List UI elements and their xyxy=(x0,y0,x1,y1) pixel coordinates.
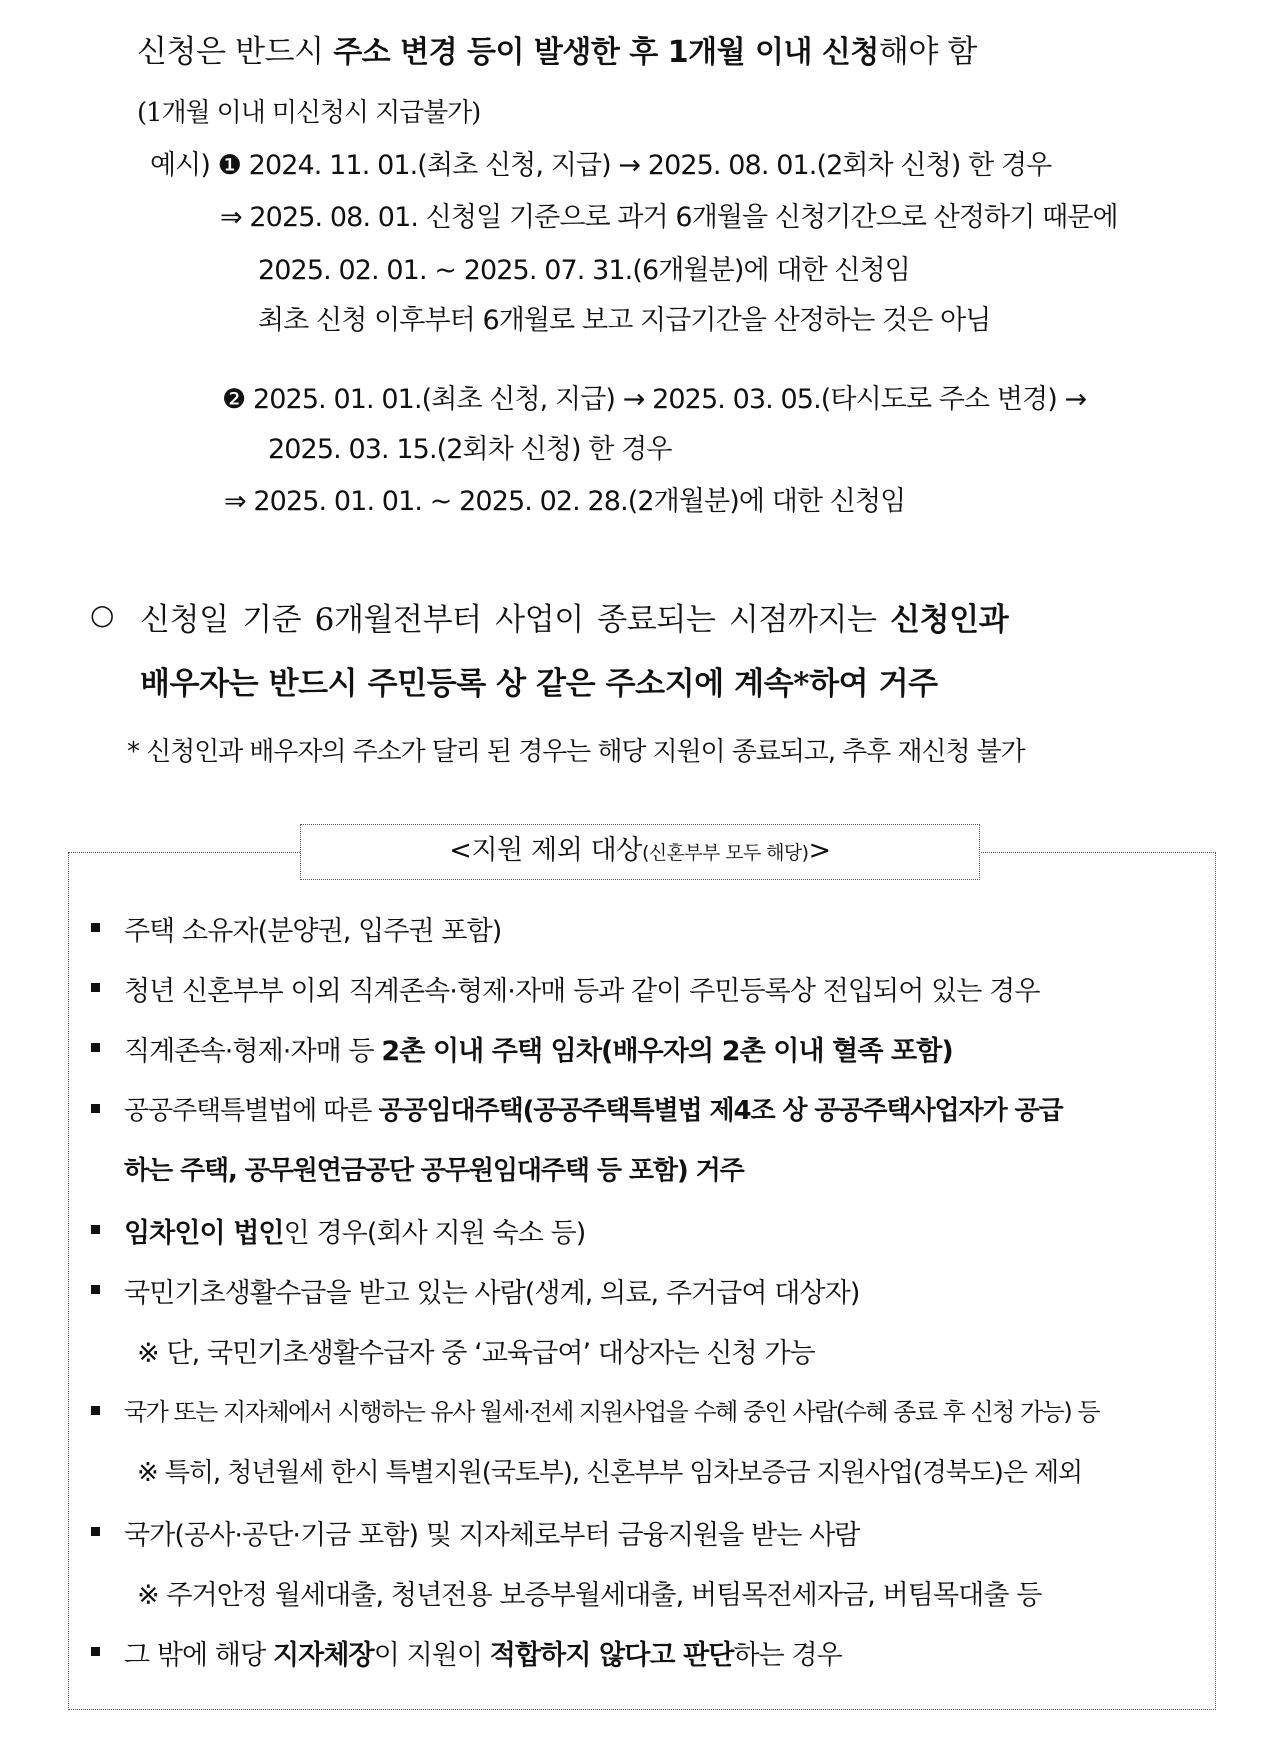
example-1-result-3: 최초 신청 이후부터 6개월로 보고 지급기간을 산정하는 것은 아님 xyxy=(258,305,991,336)
exclusion-item xyxy=(124,1633,842,1672)
square-bullet-icon xyxy=(91,1406,100,1415)
exclusion-item-note: ※ 단, 국민기초생활수급자 중 ‘교육급여’ 대상자는 신청 가능 xyxy=(137,1338,815,1369)
exclusion-item-note: ※ 주거안정 월세대출, 청년전용 보증부월세대출, 버팀목전세자금, 버팀목대출 등 xyxy=(137,1580,1042,1611)
residence-line-1 xyxy=(140,594,1008,639)
notice-text: 신청은 반드시 xyxy=(137,34,334,70)
notice-text: 해야 함 xyxy=(878,34,977,70)
exclusion-item xyxy=(124,1029,953,1068)
exclusion-item: 주택 소유자(분양권, 입주권 포함) xyxy=(124,916,502,947)
title-end: > xyxy=(808,835,831,866)
notice-line-2: (1개월 이내 미신청시 지급불가) xyxy=(137,98,481,128)
example-1-result-1: ⇒ 2025. 08. 01. 신청일 기준으로 과거 6개월을 신청기간으로 산정하기 때문에 xyxy=(220,202,1118,233)
example-2-result: ⇒ 2025. 01. 01. ~ 2025. 02. 28.(2개월분)에 대한 신청임 xyxy=(224,486,906,517)
title-small: (신혼부부 모두 해당) xyxy=(641,842,809,864)
circle-bullet-icon: ○ xyxy=(90,598,115,631)
item-text: 인 경우(회사 지원 숙소 등) xyxy=(283,1218,586,1249)
residence-note: * 신청인과 배우자의 주소가 달리 된 경우는 해당 지원이 종료되고, 추후 재신청 불가 xyxy=(127,737,1025,767)
exclusion-item xyxy=(124,1211,585,1250)
square-bullet-icon xyxy=(91,1043,100,1052)
square-bullet-icon xyxy=(91,983,100,992)
square-bullet-icon xyxy=(91,923,100,932)
notice-emphasis: 주소 변경 등이 발생한 후 1개월 이내 신청 xyxy=(333,35,879,70)
square-bullet-icon xyxy=(91,1104,100,1113)
residence-line-2: 배우자는 반드시 주민등록 상 같은 주소지에 계속*하여 거주 xyxy=(140,666,938,702)
item-text: 공공주택특별법에 따른 xyxy=(124,1096,379,1126)
example-1-result-2: 2025. 02. 01. ~ 2025. 07. 31.(6개월분)에 대한 신청임 xyxy=(258,255,910,286)
example-2-line-1: ❷ 2025. 01. 01.(최초 신청, 지급) → 2025. 03. 05.(타시도로 주소 변경) → xyxy=(222,384,1087,415)
exclusion-item: 국가(공사·공단·기금 포함) 및 지자체로부터 금융지원을 받는 사람 xyxy=(124,1520,860,1551)
item-emphasis: 공공임대주택(공공주택특별법 제4조 상 공공주택사업자가 공급 xyxy=(378,1096,1063,1126)
residence-text: 신청일 기준 6개월전부터 사업이 종료되는 시점까지는 xyxy=(140,602,891,638)
exclusion-item-continued: 하는 주택, 공무원연금공단 공무원임대주택 등 포함) 거주 xyxy=(124,1156,744,1186)
item-emphasis: 임차인이 법인 xyxy=(124,1218,284,1249)
exclusion-box-title xyxy=(300,824,980,880)
exclusion-item xyxy=(124,1090,1063,1127)
item-text: 하는 경우 xyxy=(733,1640,842,1671)
item-text: 이 지원이 xyxy=(373,1640,490,1671)
title-main: <지원 제외 대상 xyxy=(449,835,642,866)
exclusion-item: 국가 또는 지자체에서 시행하는 유사 월세·전세 지원사업을 수혜 중인 사람(수혜 종료 후 신청 가능) 등 xyxy=(124,1398,1100,1426)
square-bullet-icon xyxy=(91,1225,100,1234)
item-text: 그 밖에 해당 xyxy=(124,1640,273,1671)
example-2-line-2: 2025. 03. 15.(2회차 신청) 한 경우 xyxy=(268,434,672,465)
notice-line-1 xyxy=(137,26,977,71)
exclusion-item: 청년 신혼부부 이외 직계존속·형제·자매 등과 같이 주민등록상 전입되어 있는 경우 xyxy=(124,976,1040,1007)
item-text: 직계존속·형제·자매 등 xyxy=(124,1036,382,1067)
example-1: 예시) ❶ 2024. 11. 01.(최초 신청, 지급) → 2025. 08. 01.(2회차 신청) 한 경우 xyxy=(150,150,1052,181)
exclusion-item: 국민기초생활수급을 받고 있는 사람(생계, 의료, 주거급여 대상자) xyxy=(124,1278,860,1309)
item-emphasis: 적합하지 않다고 판단 xyxy=(489,1640,734,1671)
square-bullet-icon xyxy=(91,1285,100,1294)
item-emphasis: 2촌 이내 주택 임차(배우자의 2촌 이내 혈족 포함) xyxy=(381,1036,953,1067)
residence-emphasis: 신청인과 xyxy=(890,602,1009,638)
square-bullet-icon xyxy=(91,1647,100,1656)
exclusion-item-note: ※ 특히, 청년월세 한시 특별지원(국토부), 신혼부부 임차보증금 지원사업(경북도)은 제외 xyxy=(137,1458,1083,1488)
item-emphasis: 지자체장 xyxy=(272,1640,374,1671)
square-bullet-icon xyxy=(91,1527,100,1536)
